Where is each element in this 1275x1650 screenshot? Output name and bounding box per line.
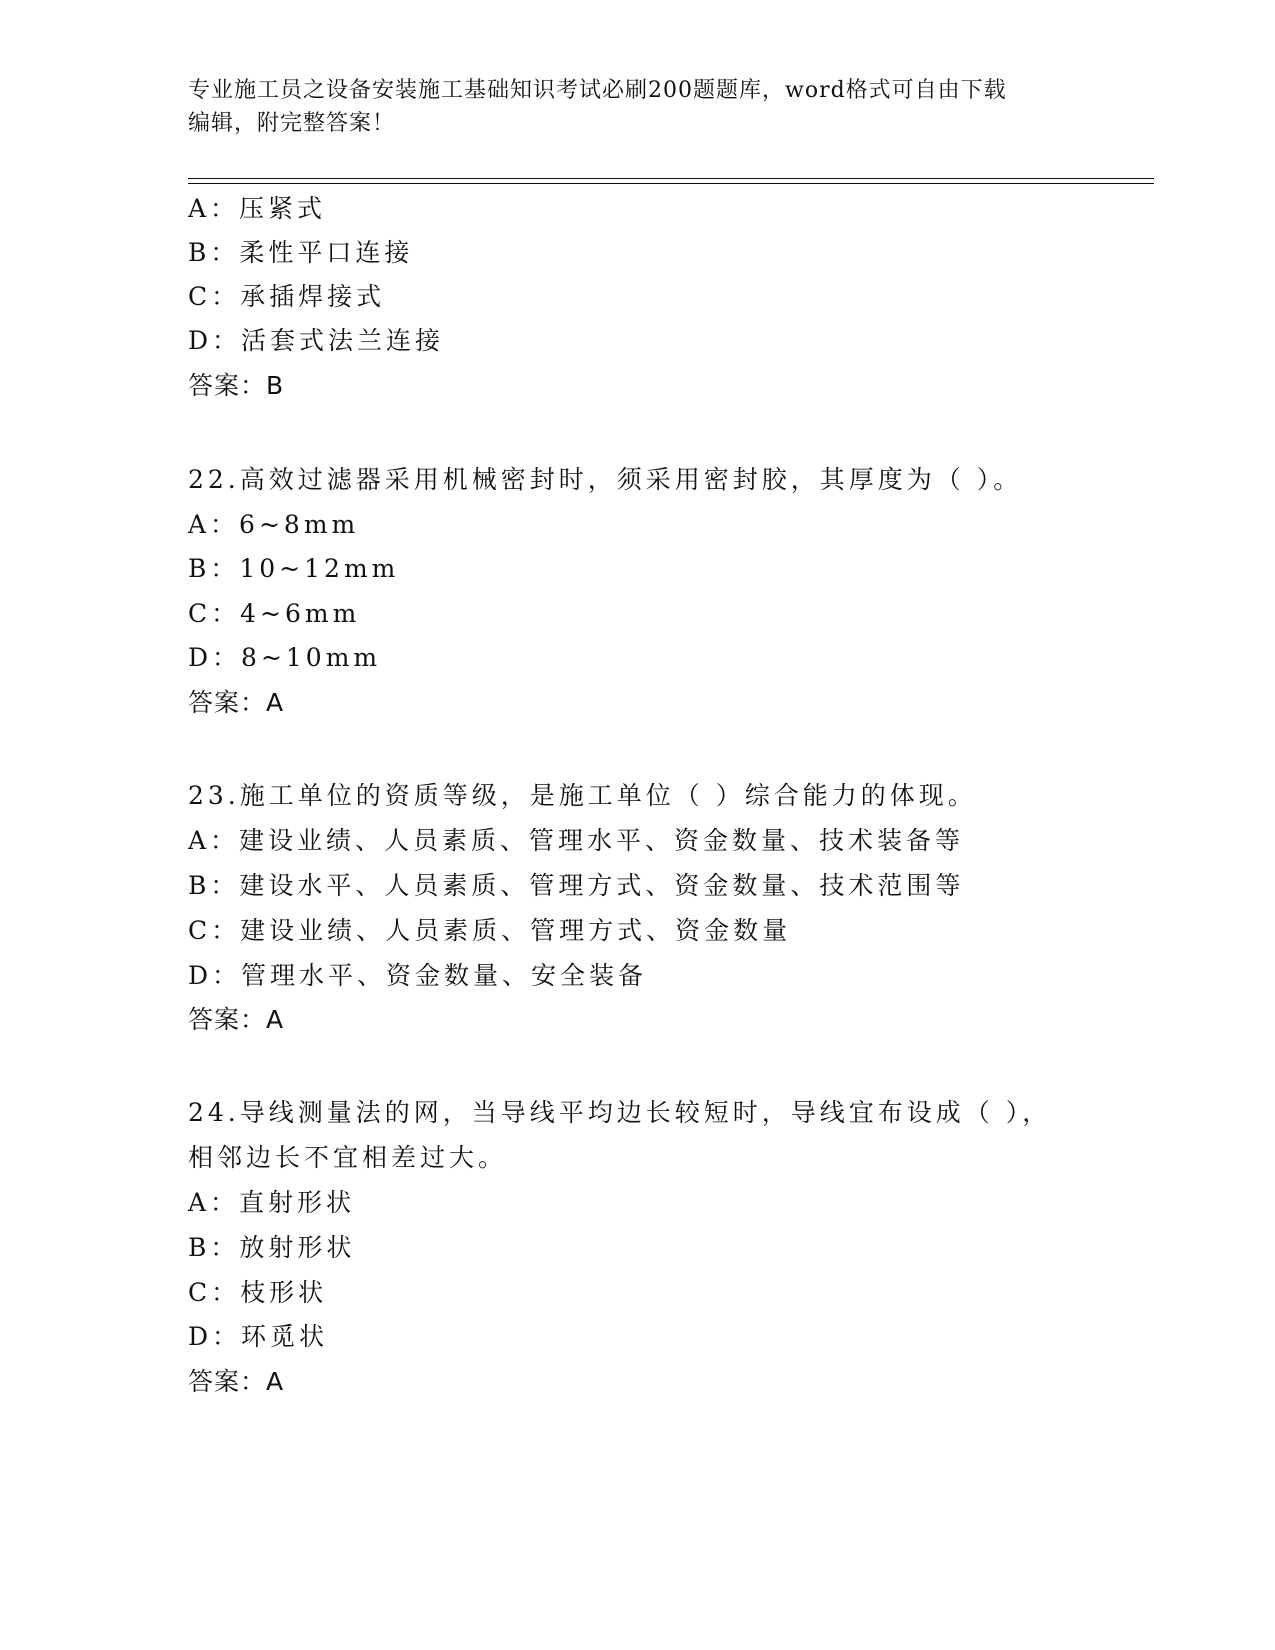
q24-option-c: C：枝形状 bbox=[188, 1278, 328, 1307]
q24-option-b: B：放射形状 bbox=[188, 1233, 356, 1262]
q23-answer: 答案：A bbox=[188, 1005, 285, 1034]
header-line-2: 编辑，附完整答案！ bbox=[188, 111, 396, 136]
q24-stem-line-2: 相邻边长不宜相差过大。 bbox=[188, 1143, 508, 1172]
q21-option-b: B：柔性平口连接 bbox=[188, 238, 414, 267]
q23-option-b: B：建设水平、人员素质、管理方式、资金数量、技术范围等 bbox=[188, 871, 965, 900]
q22-option-b: B：10~12mm bbox=[188, 554, 400, 583]
q24-stem-line-1: 24.导线测量法的网，当导线平均边长较短时，导线宜布设成（ ）， bbox=[188, 1098, 1052, 1127]
header-line-1: 专业施工员之设备安装施工基础知识考试必刷200题题库，word格式可自由下载 bbox=[188, 78, 1007, 103]
q23-option-a: A：建设业绩、人员素质、管理水平、资金数量、技术装备等 bbox=[188, 826, 965, 855]
q21-answer: 答案：B bbox=[188, 371, 285, 400]
header-rule-bottom bbox=[188, 183, 1154, 184]
q22-option-c: C：4~6mm bbox=[188, 599, 361, 628]
q23-option-c: C：建设业绩、人员素质、管理方式、资金数量 bbox=[188, 916, 792, 945]
q22-stem: 22.高效过滤器采用机械密封时，须采用密封胶，其厚度为（ ）。 bbox=[188, 465, 1023, 494]
document-header bbox=[188, 74, 1088, 140]
q22-answer: 答案：A bbox=[188, 688, 285, 717]
q24-answer: 答案：A bbox=[188, 1367, 285, 1396]
q21-option-a: A：压紧式 bbox=[188, 194, 327, 223]
q21-option-d: D：活套式法兰连接 bbox=[188, 326, 445, 355]
header-rule-top bbox=[188, 178, 1154, 179]
q22-option-d: D：8~10mm bbox=[188, 643, 382, 672]
q21-option-c: C：承插焊接式 bbox=[188, 282, 386, 311]
q24-option-d: D：环觅状 bbox=[188, 1322, 329, 1351]
q22-option-a: A：6~8mm bbox=[188, 510, 360, 539]
q23-option-d: D：管理水平、资金数量、安全装备 bbox=[188, 961, 648, 990]
q24-option-a: A：直射形状 bbox=[188, 1188, 356, 1217]
q23-stem: 23.施工单位的资质等级，是施工单位（ ）综合能力的体现。 bbox=[188, 781, 977, 810]
